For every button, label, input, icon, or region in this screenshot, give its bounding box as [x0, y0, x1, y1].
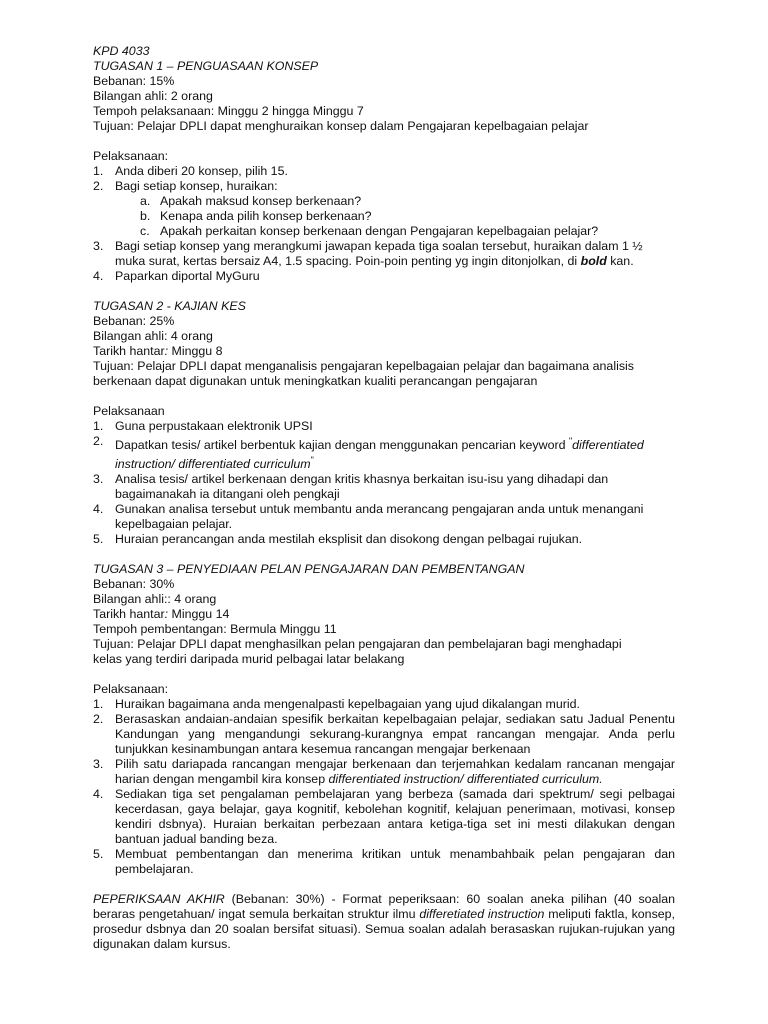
list-item [93, 239, 675, 269]
open-quote: " [568, 436, 573, 446]
item-number: 1. [93, 697, 104, 712]
item-text: Bagi setiap konsep yang merangkumi jawapan kepada tiga soalan tersebut, huraikan dalam 1 ½ muka surat, kertas bersaiz A4, 1.5 spacing. Poin-poin penting yg ingin ditonjolkan, di [115, 239, 643, 268]
sub-item-letter: b. [140, 209, 151, 223]
deadline-value: Minggu 14 [168, 607, 230, 622]
final-exam-paragraph [93, 892, 675, 952]
task2-list [93, 419, 675, 547]
item-text: Sediakan tiga set pengalaman pembelajaran yang berbeza (samada dari spektrum/ segi pelbagai kecerdasan, gaya belajar, gaya kognitif, kebolehan kognitif, kelajuan penerimaan, motivasi, konsep kendiri dsbnya). Huraian berkaitan perbezaan antara ketiga-tiga set ini mesti dilakukan dengan bantuan jadual banding beza. [115, 787, 675, 847]
item-text: Dapatkan tesis/ artikel berbentuk kajian dengan menggunakan pencarian keyword [115, 438, 569, 453]
list-item [93, 472, 675, 502]
sub-list-item [93, 209, 675, 224]
sub-item-text: Kenapa anda pilih konsep berkenaan? [160, 209, 372, 223]
task2-goal: Tujuan: Pelajar DPLI dapat menganalisis pengajaran kepelbagaian pelajar dan bagaimana analisis [93, 359, 634, 373]
task1-title: TUGASAN 1 – PENGUASAAN KONSEP [93, 59, 319, 73]
task2-members: Bilangan ahli: 4 orang [93, 329, 213, 343]
list-item [93, 847, 675, 877]
bold-word: bold [580, 254, 607, 268]
item-text: Pilih satu dariapada rancangan mengajar berkenaan dan terjemahkan kedalam rancanan mengajar harian dengan mengambil kira konsep [115, 757, 675, 787]
item-number: 1. [93, 419, 104, 433]
final-exam-text-end: meliputi faktla, konsep, prosedur dsbnya dan 20 soalan bersifat situasi). Semua soalan adalah berasaskan rujukan-rujukan yang digunakan dalam kursus. [93, 907, 675, 952]
final-exam-italic: differetiated instruction [419, 907, 545, 922]
task3-members: Bilangan ahli:: 4 orang [93, 592, 217, 607]
list-item [93, 179, 675, 194]
item-number: 2. [93, 179, 104, 193]
item-number: 3. [93, 239, 104, 253]
item-number: 5. [93, 532, 104, 547]
task1-list [93, 164, 675, 194]
item-number: 4. [93, 269, 104, 283]
list-item [93, 434, 675, 472]
sub-list-item [93, 194, 675, 209]
task1-goal: Tujuan: Pelajar DPLI dapat menghuraikan konsep dalam Pengajaran kepelbagaian pelajar [93, 119, 589, 133]
task3-goal-cont: kelas yang terdiri daripada murid pelbagai latar belakang [93, 652, 405, 667]
item-text: Gunakan analisa tersebut untuk membantu anda merancang pengajaran anda untuk menangani kepelbagaian pelajar. [115, 502, 644, 532]
sub-item-text: Apakah perkaitan konsep berkenaan dengan Pengajaran kepelbagaian pelajar? [160, 224, 599, 238]
document-body [93, 44, 675, 952]
task1-weight: Bebanan: 15% [93, 74, 175, 88]
item-number: 2. [93, 712, 104, 727]
task3-deadline [93, 607, 675, 622]
task2-heading: Pelaksanaan [93, 404, 165, 418]
list-item [93, 269, 675, 284]
item-text: Huraian perancangan anda mestilah eksplisit dan disokong dengan pelbagai rujukan. [115, 532, 583, 547]
item-text: Anda diberi 20 konsep, pilih 15. [115, 164, 288, 178]
task3-title: TUGASAN 3 – PENYEDIAAN PELAN PENGAJARAN DAN PEMBENTANGAN [93, 562, 525, 577]
deadline-value: Minggu 8 [168, 344, 223, 358]
task2-goal-cont: berkenaan dapat digunakan untuk meningkatkan kualiti perancangan pengajaran [93, 374, 538, 388]
item-text: Huraikan bagaimana anda mengenalpasti kepelbagaian yang ujud dikalangan murid. [115, 697, 580, 712]
deadline-label: Tarikh hantar [93, 344, 165, 358]
item-number: 3. [93, 472, 104, 487]
task2-deadline [93, 344, 675, 359]
sub-list-item [93, 224, 675, 239]
task3-presentation: Tempoh pembentangan: Bermula Minggu 11 [93, 622, 337, 637]
list-item [93, 787, 675, 847]
item-number: 4. [93, 502, 104, 517]
deadline-label: Tarikh hantar [93, 607, 165, 622]
task3-weight: Bebanan: 30% [93, 577, 175, 592]
concept-italic: differentiated instruction/ differentiated curriculum. [328, 772, 603, 787]
item-text: Berasaskan andaian-andaian spesifik berkaitan kepelbagaian pelajar, sediakan satu Jadual Penentu Kandungan yang mengandungi sekurang-kurangnya empat rancangan mengajar. Anda perlu tunjukkan kesinambungan antara kesemua rancangan mengajar berkenaan [115, 712, 675, 757]
task3-goal: Tujuan: Pelajar DPLI dapat menghasilkan pelan pengajaran dan pembelajaran bagi menghadapi [93, 637, 622, 652]
deadline-colon: : [164, 607, 169, 622]
item-number: 1. [93, 164, 104, 178]
task2-title: TUGASAN 2 - KAJIAN KES [93, 299, 246, 313]
course-code: KPD 4033 [93, 44, 150, 58]
item-number: 4. [93, 787, 104, 802]
list-item [93, 419, 675, 434]
item-text: Analisa tesis/ artikel berkenaan dengan kritis khasnya berkaitan isu-isu yang dihadapi dan bagaimanakah ia ditangani oleh pengkaji [115, 472, 609, 502]
item-text: Guna perpustakaan elektronik UPSI [115, 419, 313, 433]
task2-weight: Bebanan: 25% [93, 314, 175, 328]
task3-heading: Pelaksanaan: [93, 682, 169, 697]
list-item [93, 712, 675, 757]
deadline-colon: : [164, 344, 169, 358]
sub-item-letter: c. [140, 224, 150, 238]
list-item [93, 532, 675, 547]
item-text: Membuat pembentangan dan menerima kritikan untuk menambahbaik pelan pengajaran dan pembelajaran. [115, 847, 675, 877]
final-exam-label: PEPERIKSAAN AKHIR [93, 892, 225, 907]
keyword-italic: differentiated instruction/ differentiated curriculum [115, 438, 644, 472]
task1-members: Bilangan ahli: 2 orang [93, 89, 213, 103]
item-text: Bagi setiap konsep, huraikan: [115, 179, 278, 193]
item-number: 5. [93, 847, 104, 862]
item-number: 3. [93, 757, 104, 772]
task1-duration: Tempoh pelaksanaan: Minggu 2 hingga Minggu 7 [93, 104, 364, 118]
item-number: 2. [93, 434, 104, 448]
task3-list [93, 697, 675, 877]
list-item [93, 697, 675, 712]
close-quote: " [310, 455, 314, 466]
task1-heading: Pelaksanaan: [93, 149, 169, 163]
task1-sublist [93, 194, 675, 239]
item-text-end: kan. [606, 254, 634, 268]
task1-list-cont [93, 239, 675, 284]
item-text: Paparkan diportal MyGuru [115, 269, 260, 283]
sub-item-letter: a. [140, 194, 151, 208]
list-item [93, 164, 675, 179]
sub-item-text: Apakah maksud konsep berkenaan? [160, 194, 362, 208]
final-exam-text: (Bebanan: 30%) - Format peperiksaan: 60 soalan aneka pilihan (40 soalan beraras pengetahuan/ ingat semula berkaitan struktur ilmu [93, 892, 675, 922]
list-item [93, 757, 675, 787]
list-item [93, 502, 675, 532]
